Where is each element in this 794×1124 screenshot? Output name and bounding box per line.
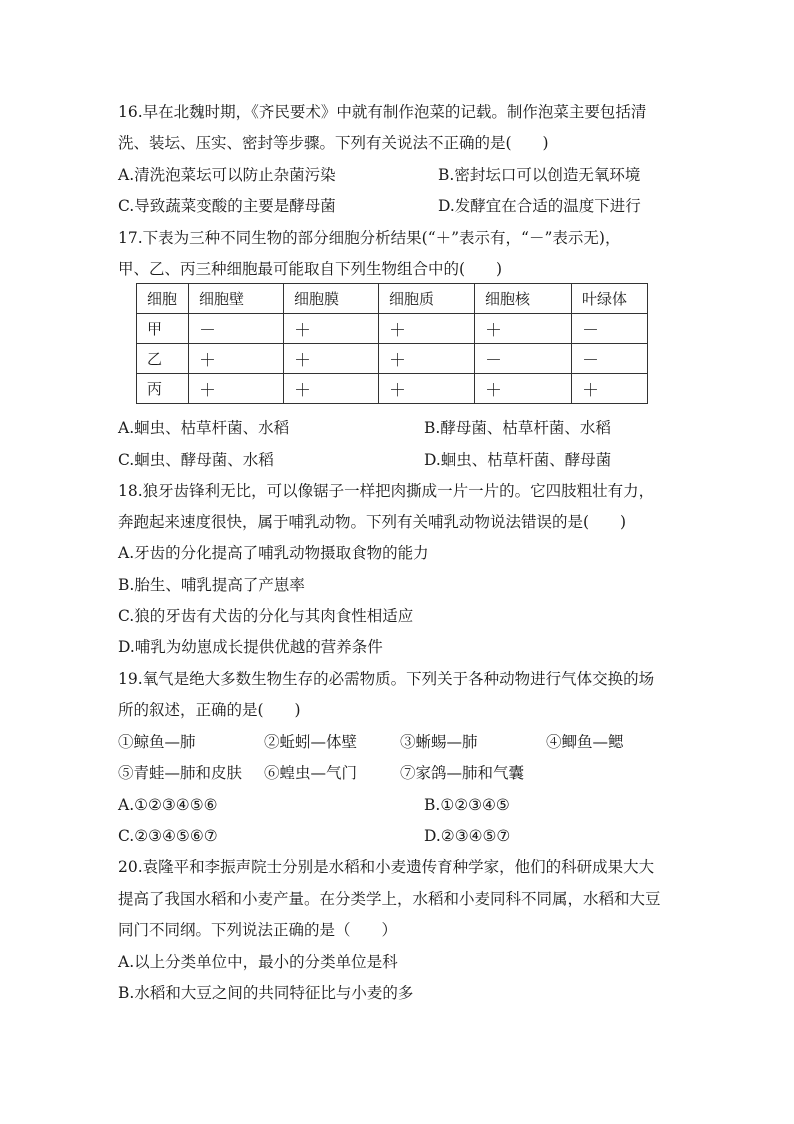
q19-option-b: B.①②③④⑤ (424, 796, 510, 814)
q17-stem-line1: 17.下表为三种不同生物的部分细胞分析结果(“＋”表示有，“－”表示无)， (118, 229, 621, 247)
table-header-cell: 细胞膜 (284, 284, 379, 314)
q19-stem-line2: 所的叙述，正确的是( ) (118, 701, 301, 719)
q19-item-3: ③蜥蜴—肺 (400, 733, 478, 751)
q16-stem-line1: 16.早在北魏时期，《齐民要术》中就有制作泡菜的记载。制作泡菜主要包括清 (118, 103, 647, 121)
q19-item-4: ④鲫鱼—鳃 (546, 733, 624, 751)
table-cell: ＋ (189, 344, 284, 374)
q19-item-5: ⑤青蛙—肺和皮肤 (118, 764, 243, 782)
q19-item-7: ⑦家鸽—肺和气囊 (400, 764, 525, 782)
q20-stem-line2: 提高了我国水稻和小麦产量。在分类学上，水稻和小麦同科不同属，水稻和大豆 (118, 890, 661, 908)
table-cell: － (572, 344, 648, 374)
table-cell: ＋ (572, 374, 648, 404)
q17-option-a: A.蛔虫、枯草杆菌、水稻 (118, 419, 290, 437)
table-row (137, 344, 648, 374)
q17-option-d: D.蛔虫、枯草杆菌、酵母菌 (424, 451, 612, 469)
q20-option-b: B.水稻和大豆之间的共同特征比与小麦的多 (118, 984, 414, 1002)
q18-option-c: C.狼的牙齿有犬齿的分化与其肉食性相适应 (118, 607, 414, 625)
q16-option-c: C.导致蔬菜变酸的主要是酵母菌 (118, 197, 336, 215)
table-cell: ＋ (189, 374, 284, 404)
table-header-cell: 细胞壁 (189, 284, 284, 314)
q16-stem-line2: 洗、装坛、压实、密封等步骤。下列有关说法不正确的是( ) (118, 134, 549, 152)
q17-option-b: B.酵母菌、枯草杆菌、水稻 (424, 419, 611, 437)
q20-stem-line1: 20.袁隆平和李振声院士分别是水稻和小麦遗传育种学家，他们的科研成果大大 (118, 858, 655, 876)
q16-option-b: B.密封坛口可以创造无氧环境 (438, 166, 641, 184)
table-cell: ＋ (379, 374, 475, 404)
table-header-cell: 叶绿体 (572, 284, 648, 314)
table-cell: ＋ (379, 344, 475, 374)
table-header-cell: 细胞核 (475, 284, 572, 314)
table-cell: － (572, 314, 648, 344)
q19-option-c: C.②③④⑤⑥⑦ (118, 827, 218, 845)
q18-option-a: A.牙齿的分化提高了哺乳动物摄取食物的能力 (118, 544, 429, 562)
q18-option-b: B.胎生、哺乳提高了产崽率 (118, 576, 305, 594)
q17-stem-line2: 甲、乙、丙三种细胞最可能取自下列生物组合中的( ) (118, 260, 503, 278)
table-row (137, 314, 648, 344)
table-header-cell: 细胞质 (379, 284, 475, 314)
table-cell: － (189, 314, 284, 344)
table-row (137, 374, 648, 404)
table-cell: 丙 (137, 374, 189, 404)
q20-option-a: A.以上分类单位中，最小的分类单位是科 (118, 953, 398, 971)
q19-option-d: D.②③④⑤⑦ (424, 827, 511, 845)
q16-option-a: A.清洗泡菜坛可以防止杂菌污染 (118, 166, 336, 184)
table-header-row (137, 284, 648, 314)
q20-stem-line3: 同门不同纲。下列说法正确的是（ ） (118, 921, 398, 939)
table-header-cell: 细胞 (137, 284, 189, 314)
table-cell: ＋ (284, 374, 379, 404)
q18-stem-line2: 奔跑起来速度很快，属于哺乳动物。下列有关哺乳动物说法错误的是( ) (118, 513, 627, 531)
table-cell: 乙 (137, 344, 189, 374)
table-cell: ＋ (379, 314, 475, 344)
q19-item-2: ②蚯蚓—体壁 (264, 733, 358, 751)
cell-analysis-table (136, 283, 648, 404)
table-cell: 甲 (137, 314, 189, 344)
q19-stem-line1: 19.氧气是绝大多数生物生存的必需物质。下列关于各种动物进行气体交换的场 (118, 670, 655, 688)
q17-option-c: C.蛔虫、酵母菌、水稻 (118, 451, 274, 469)
q16-option-d: D.发酵宜在合适的温度下进行 (438, 197, 641, 215)
q18-stem-line1: 18.狼牙齿锋利无比，可以像锯子一样把肉撕成一片一片的。它四肢粗壮有力， (118, 482, 655, 500)
table-cell: ＋ (475, 374, 572, 404)
table-cell: ＋ (284, 344, 379, 374)
q19-item-1: ①鲸鱼—肺 (118, 733, 196, 751)
table-cell: ＋ (284, 314, 379, 344)
q19-item-6: ⑥蝗虫—气门 (264, 764, 358, 782)
table-cell: ＋ (475, 314, 572, 344)
q19-option-a: A.①②③④⑤⑥ (118, 796, 218, 814)
q18-option-d: D.哺乳为幼崽成长提供优越的营养条件 (118, 638, 383, 656)
table-cell: － (475, 344, 572, 374)
